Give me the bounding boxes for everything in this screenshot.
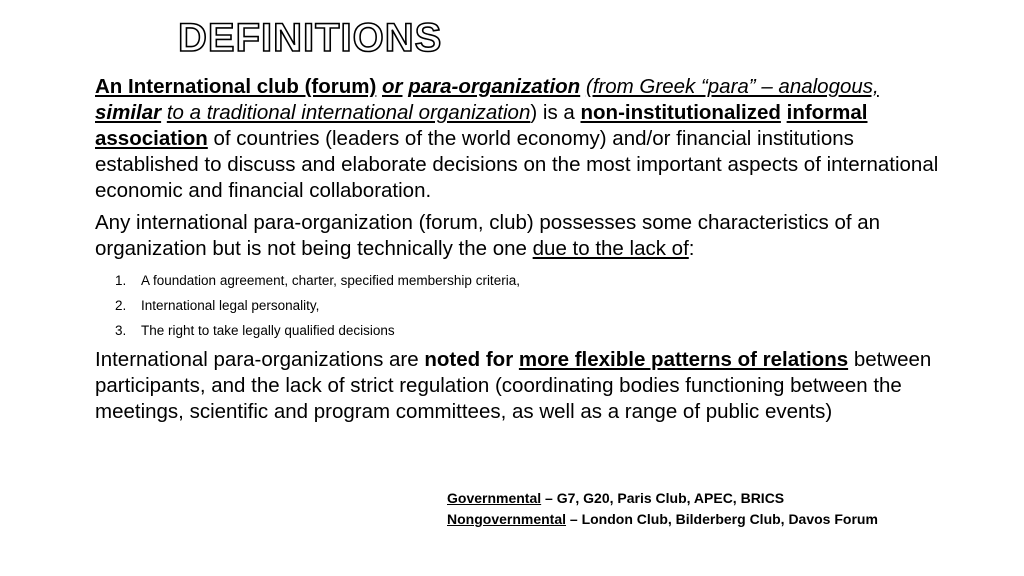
examples-box [447,488,878,530]
list-item-number: 1. [115,273,127,288]
list-item [95,268,945,293]
noted-for: noted for [424,348,514,371]
informal-association: informal association [95,101,868,150]
list-item-number: 2. [115,298,127,313]
example-text: – London Club, Bilderberg Club, Davos Forum [566,511,878,527]
characteristics-colon: : [688,237,695,260]
definition-rest: of countries (leaders of the world economy) and/or financial institutions established to discuss and elaborate decisions on the most important aspects of international economic and financial collaboration. [95,127,939,202]
etymology-close: ) [530,101,538,124]
characteristics-paragraph [95,210,945,262]
etymology-rest: to a traditional international organization [166,101,531,124]
etymology-similar: similar [95,101,162,124]
list-item-text: A foundation agreement, charter, specified membership criteria, [141,273,520,288]
term-or: or [382,75,403,98]
definition-paragraph [95,74,945,204]
list-item-number: 3. [115,323,127,338]
list-item [95,293,945,318]
characteristics-intro: Any international para-organization (forum, club) possesses some characteristics of an organization but is not being technically the one [95,211,881,260]
flexible-patterns: more flexible patterns of relations [518,348,849,371]
due-to-lack: due to the lack of [532,237,689,260]
example-label: Governmental [447,490,542,506]
flexible-lead: International para-organizations are [95,348,419,371]
lack-list [95,268,945,343]
slide-title: DEFINITIONS [178,16,443,60]
flexible-paragraph [95,347,945,425]
term-para-organization: para-organization [408,75,581,98]
list-item-text: International legal personality, [141,298,320,313]
term-international-club: An International club (forum) [95,75,377,98]
flexible-rest: between participants, and the lack of strict regulation (coordinating bodies functioning between the meetings, scientific and program committees, as well as a range of public events) [95,348,932,423]
non-institutionalized: non-institutionalized [580,101,781,124]
slide-body [95,74,945,425]
is-a-text: is a [542,101,575,124]
example-label: Nongovernmental [447,511,567,527]
etymology-open: (from Greek “para” – analogous, [585,75,879,98]
list-item-text: The right to take legally qualified decisions [141,323,395,338]
example-governmental [447,488,878,509]
example-text: – G7, G20, Paris Club, APEC, BRICS [541,490,785,506]
list-item [95,318,945,343]
example-nongovernmental [447,509,878,530]
